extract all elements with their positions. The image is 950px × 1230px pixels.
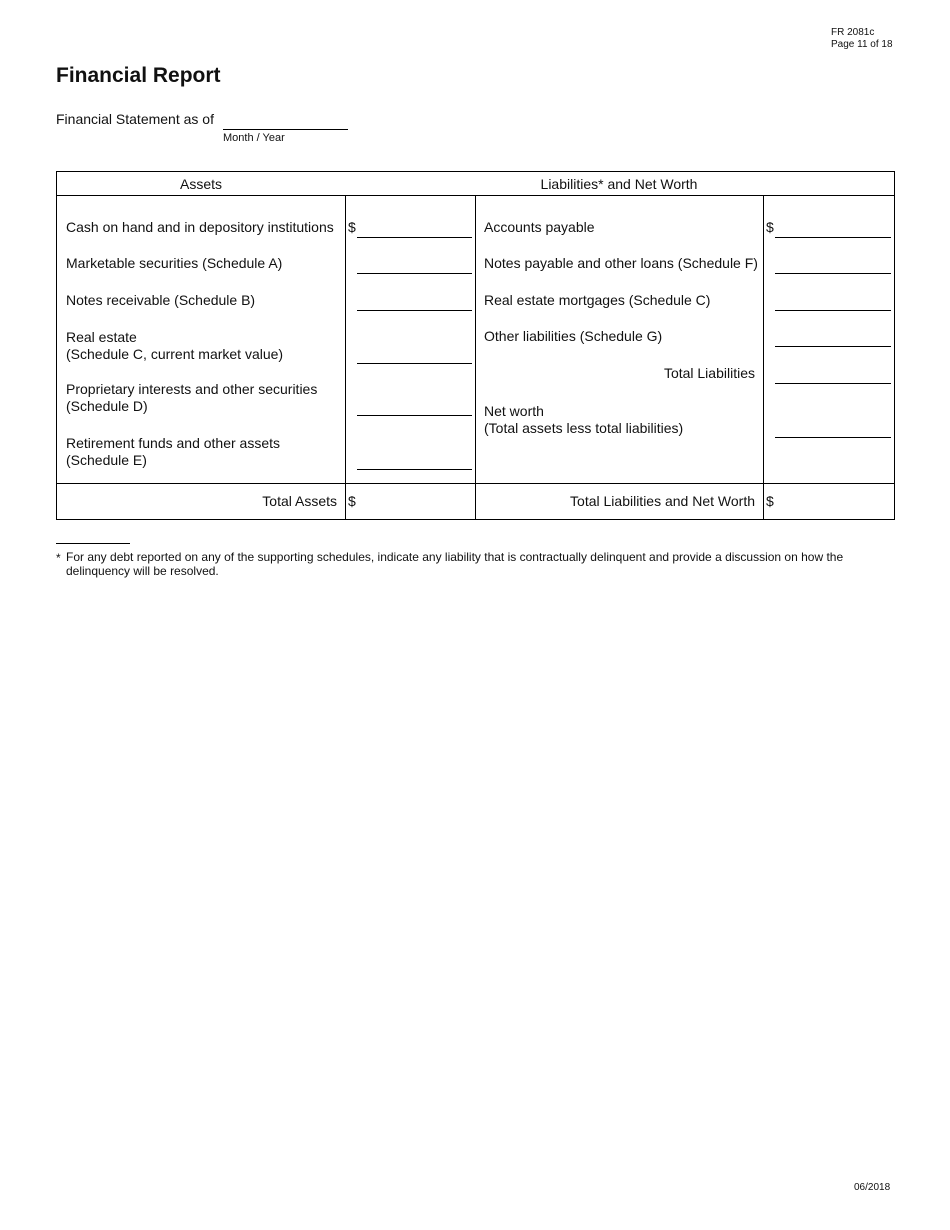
footnote-marker: * [56, 551, 61, 565]
proprietary-interests-amount-field[interactable] [357, 415, 472, 416]
notes-payable-amount-field[interactable] [775, 273, 891, 274]
footnote-text: For any debt reported on any of the supporting schedules, indicate any liability that is contractually delinquent and provide a discussion on how the delinquency will be resolved. [66, 550, 844, 578]
net-worth-label-line2: (Total assets less total liabilities) [484, 420, 684, 436]
real-estate-amount-field[interactable] [357, 363, 472, 364]
form-id: FR 2081c [831, 27, 875, 38]
notes-payable-label: Notes payable and other loans (Schedule F) [484, 255, 758, 271]
net-worth-amount-field[interactable] [775, 437, 891, 438]
form-header [831, 27, 893, 51]
total-assets-currency-symbol: $ [348, 493, 356, 509]
cash-label: Cash on hand and in depository institutions [66, 219, 334, 235]
financial-statement-table [56, 171, 895, 520]
total-liabilities-net-worth-currency-symbol: $ [766, 493, 774, 509]
marketable-securities-label: Marketable securities (Schedule A) [66, 255, 283, 271]
retirement-funds-label-line2: (Schedule E) [66, 452, 147, 468]
revision-date: 06/2018 [854, 1182, 891, 1193]
accounts-payable-currency-symbol: $ [766, 219, 774, 235]
cash-amount-field[interactable] [357, 237, 472, 238]
real-estate-mortgages-label: Real estate mortgages (Schedule C) [484, 292, 711, 308]
total-liabilities-net-worth-amount-field[interactable] [775, 511, 891, 512]
total-assets-amount-field[interactable] [357, 511, 472, 512]
assets-column-header: Assets [179, 176, 222, 192]
statement-date-caption: Month / Year [223, 132, 285, 144]
page-number: Page 11 of 18 [831, 39, 893, 50]
cash-currency-symbol: $ [348, 219, 356, 235]
center-divider [475, 195, 476, 519]
proprietary-interests-label [66, 381, 317, 415]
real-estate-mortgages-amount-field[interactable] [775, 310, 891, 311]
other-liabilities-label: Other liabilities (Schedule G) [484, 328, 663, 344]
real-estate-label-line2: (Schedule C, current market value) [66, 346, 284, 362]
real-estate-label [66, 329, 283, 363]
liabilities-amount-divider [763, 195, 764, 519]
real-estate-label-line1: Real estate [66, 329, 137, 345]
footnote-rule [56, 543, 130, 544]
total-assets-label: Total Assets [262, 493, 337, 509]
proprietary-interests-label-line2: (Schedule D) [66, 398, 148, 414]
proprietary-interests-label-line1: Proprietary interests and other securities [66, 381, 318, 397]
statement-date-field[interactable] [223, 129, 348, 130]
accounts-payable-amount-field[interactable] [775, 237, 891, 238]
statement-date-label: Financial Statement as of [56, 111, 214, 127]
net-worth-label [484, 403, 683, 437]
retirement-funds-label [66, 435, 280, 469]
total-liabilities-label: Total Liabilities [663, 365, 755, 381]
net-worth-label-line1: Net worth [484, 403, 544, 419]
liabilities-column-header: Liabilities* and Net Worth [540, 176, 698, 192]
total-liabilities-net-worth-label: Total Liabilities and Net Worth [570, 493, 755, 509]
notes-receivable-label: Notes receivable (Schedule B) [66, 292, 256, 308]
retirement-funds-amount-field[interactable] [357, 469, 472, 470]
notes-receivable-amount-field[interactable] [357, 310, 472, 311]
other-liabilities-amount-field[interactable] [775, 346, 891, 347]
accounts-payable-label: Accounts payable [484, 219, 595, 235]
total-liabilities-amount-field[interactable] [775, 383, 891, 384]
marketable-securities-amount-field[interactable] [357, 273, 472, 274]
retirement-funds-label-line1: Retirement funds and other assets [66, 435, 281, 451]
page-title: Financial Report [56, 64, 221, 87]
assets-amount-divider [345, 195, 346, 519]
